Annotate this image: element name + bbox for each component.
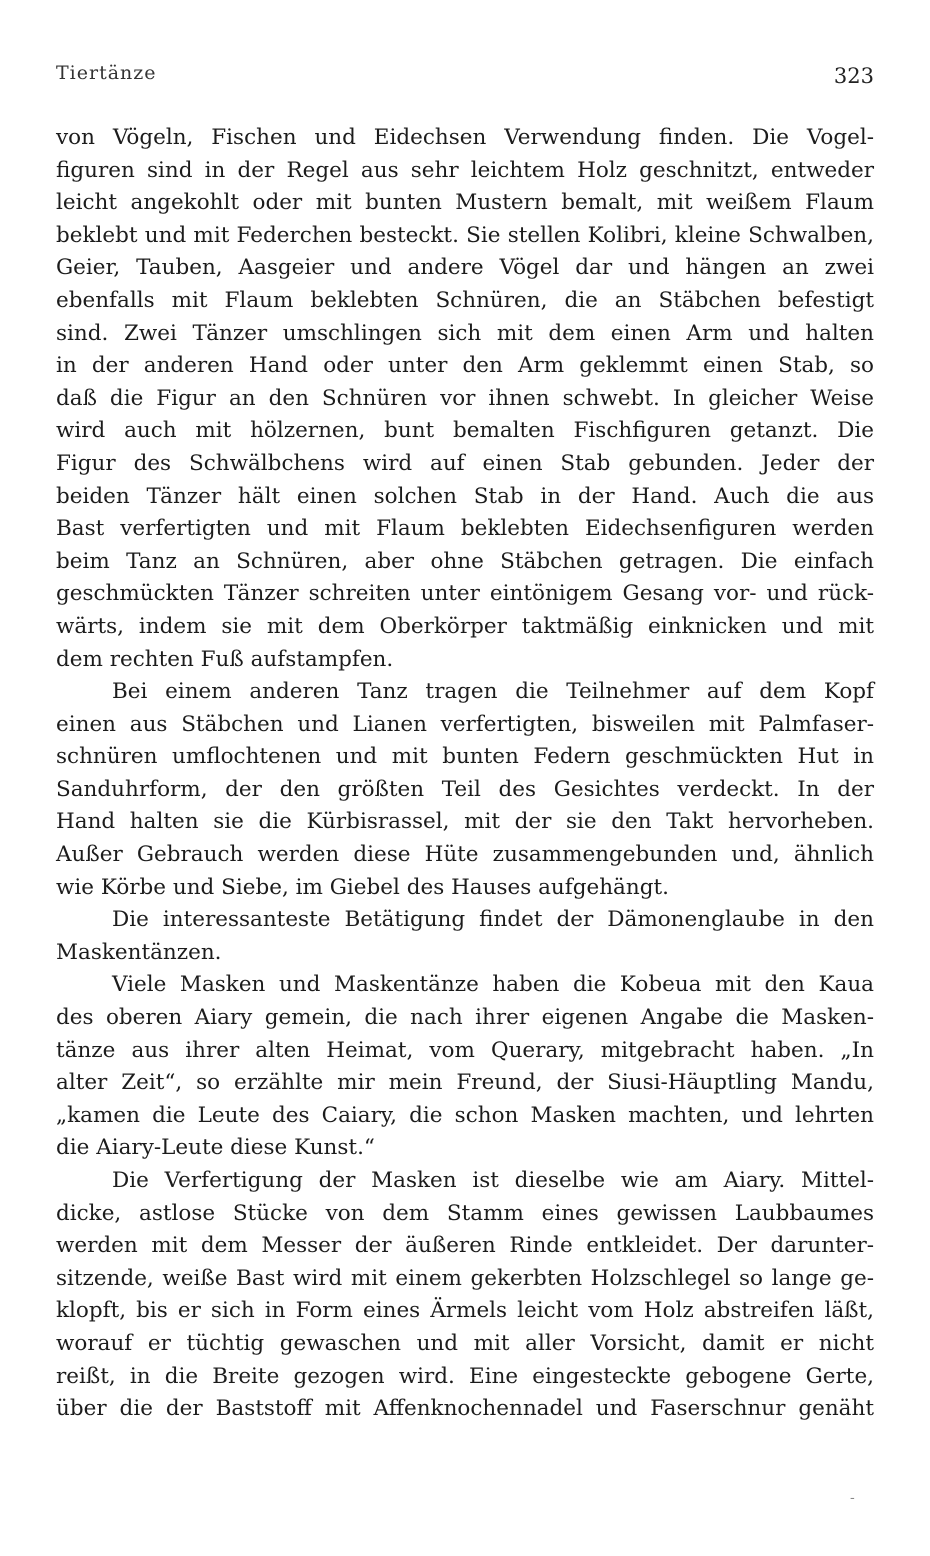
text-line: Viele Masken und Maskentänze haben die Kobeua mit den Kaua: [112, 972, 874, 998]
text-line: dicke, astlose Stücke von dem Stamm eines gewissen Laubbaumes: [56, 1200, 874, 1226]
text-line: alter Zeit“, so erzählte mir mein Freund, der Siusi-Häuptling Mandu,: [56, 1070, 874, 1096]
text-line: Die Verfertigung der Masken ist dieselbe wie am Aiary. Mittel-: [112, 1168, 874, 1193]
text-line: wird auch mit hölzernen, bunt bemalten Fischfiguren getanzt. Die: [56, 418, 874, 444]
text-line: Bei einem anderen Tanz tragen die Teilnehmer auf dem Kopf: [112, 679, 874, 705]
text-line: Maskentänzen.: [56, 939, 222, 965]
stray-mark: -: [850, 1490, 855, 1506]
text-line: daß die Figur an den Schnüren vor ihnen schwebt. In gleicher Weise: [56, 385, 874, 411]
text-line: von Vögeln, Fischen und Eidechsen Verwendung finden. Die Vogel-: [56, 125, 874, 150]
page-number: 323: [833, 64, 874, 88]
text-line: in der anderen Hand oder unter den Arm geklemmt einen Stab, so: [56, 353, 874, 379]
text-line: Hand halten sie die Kürbisrassel, mit der sie den Takt hervorheben.: [56, 809, 874, 835]
body-text: [56, 122, 874, 1426]
text-line: Außer Gebrauch werden diese Hüte zusammengebunden und, ähnlich: [56, 842, 874, 868]
text-line: Die interessanteste Betätigung findet der Dämonenglaube in den: [112, 907, 874, 933]
text-line: wie Körbe und Siebe, im Giebel des Hauses aufgehängt.: [56, 874, 669, 900]
text-line: Bast verfertigten und mit Flaum beklebten Eidechsenfiguren werden: [56, 516, 874, 542]
text-line: die Aiary-Leute diese Kunst.“: [56, 1135, 375, 1161]
text-line: sitzende, weiße Bast wird mit einem gekerbten Holzschlegel so lange ge-: [56, 1265, 874, 1291]
text-line: schnüren umflochtenen und mit bunten Federn geschmückten Hut in: [56, 744, 874, 770]
text-line: dem rechten Fuß aufstampfen.: [56, 646, 394, 672]
text-line: reißt, in die Breite gezogen wird. Eine eingesteckte gebogene Gerte,: [56, 1363, 874, 1389]
text-line: beklebt und mit Federchen besteckt. Sie stellen Kolibri, kleine Schwalben,: [56, 222, 874, 248]
text-line: über die der Baststoff mit Affenknochennadel und Faserschnur genäht: [56, 1396, 874, 1422]
text-line: ebenfalls mit Flaum beklebten Schnüren, die an Stäbchen befestigt: [56, 287, 874, 313]
text-line: Geier, Tauben, Aasgeier und andere Vögel dar und hängen an zwei: [56, 255, 874, 281]
text-line: klopft, bis er sich in Form eines Ärmels leicht vom Holz abstreifen läßt,: [56, 1298, 874, 1324]
running-head-title: Tiertänze: [56, 62, 157, 84]
text-line: „kamen die Leute des Caiary, die schon Masken machten, und lehrten: [56, 1102, 874, 1128]
text-line: sind. Zwei Tänzer umschlingen sich mit dem einen Arm und halten: [56, 320, 874, 346]
text-line: Sanduhrform, der den größten Teil des Gesichtes verdeckt. In der: [56, 776, 874, 802]
text-line: einen aus Stäbchen und Lianen verfertigten, bisweilen mit Palmfaser-: [56, 711, 874, 737]
text-line: Figur des Schwälbchens wird auf einen Stab gebunden. Jeder der: [56, 450, 874, 476]
text-line: worauf er tüchtig gewaschen und mit aller Vorsicht, damit er nicht: [56, 1330, 874, 1356]
text-line: beiden Tänzer hält einen solchen Stab in der Hand. Auch die aus: [56, 483, 874, 509]
text-line: leicht angekohlt oder mit bunten Mustern bemalt, mit weißem Flaum: [56, 190, 874, 216]
text-line: figuren sind in der Regel aus sehr leichtem Holz geschnitzt, entweder: [56, 157, 874, 183]
text-line: wärts, indem sie mit dem Oberkörper taktmäßig einknicken und mit: [56, 613, 874, 639]
text-line: tänze aus ihrer alten Heimat, vom Querary, mitgebracht haben. „In: [56, 1037, 874, 1063]
text-line: des oberen Aiary gemein, die nach ihrer eigenen Angabe die Masken-: [56, 1005, 874, 1031]
text-line: geschmückten Tänzer schreiten unter eintönigem Gesang vor- und rück-: [56, 581, 874, 607]
running-head: [56, 62, 874, 92]
text-line: werden mit dem Messer der äußeren Rinde entkleidet. Der darunter-: [56, 1233, 874, 1259]
text-line: beim Tanz an Schnüren, aber ohne Stäbchen getragen. Die einfach: [56, 548, 874, 574]
